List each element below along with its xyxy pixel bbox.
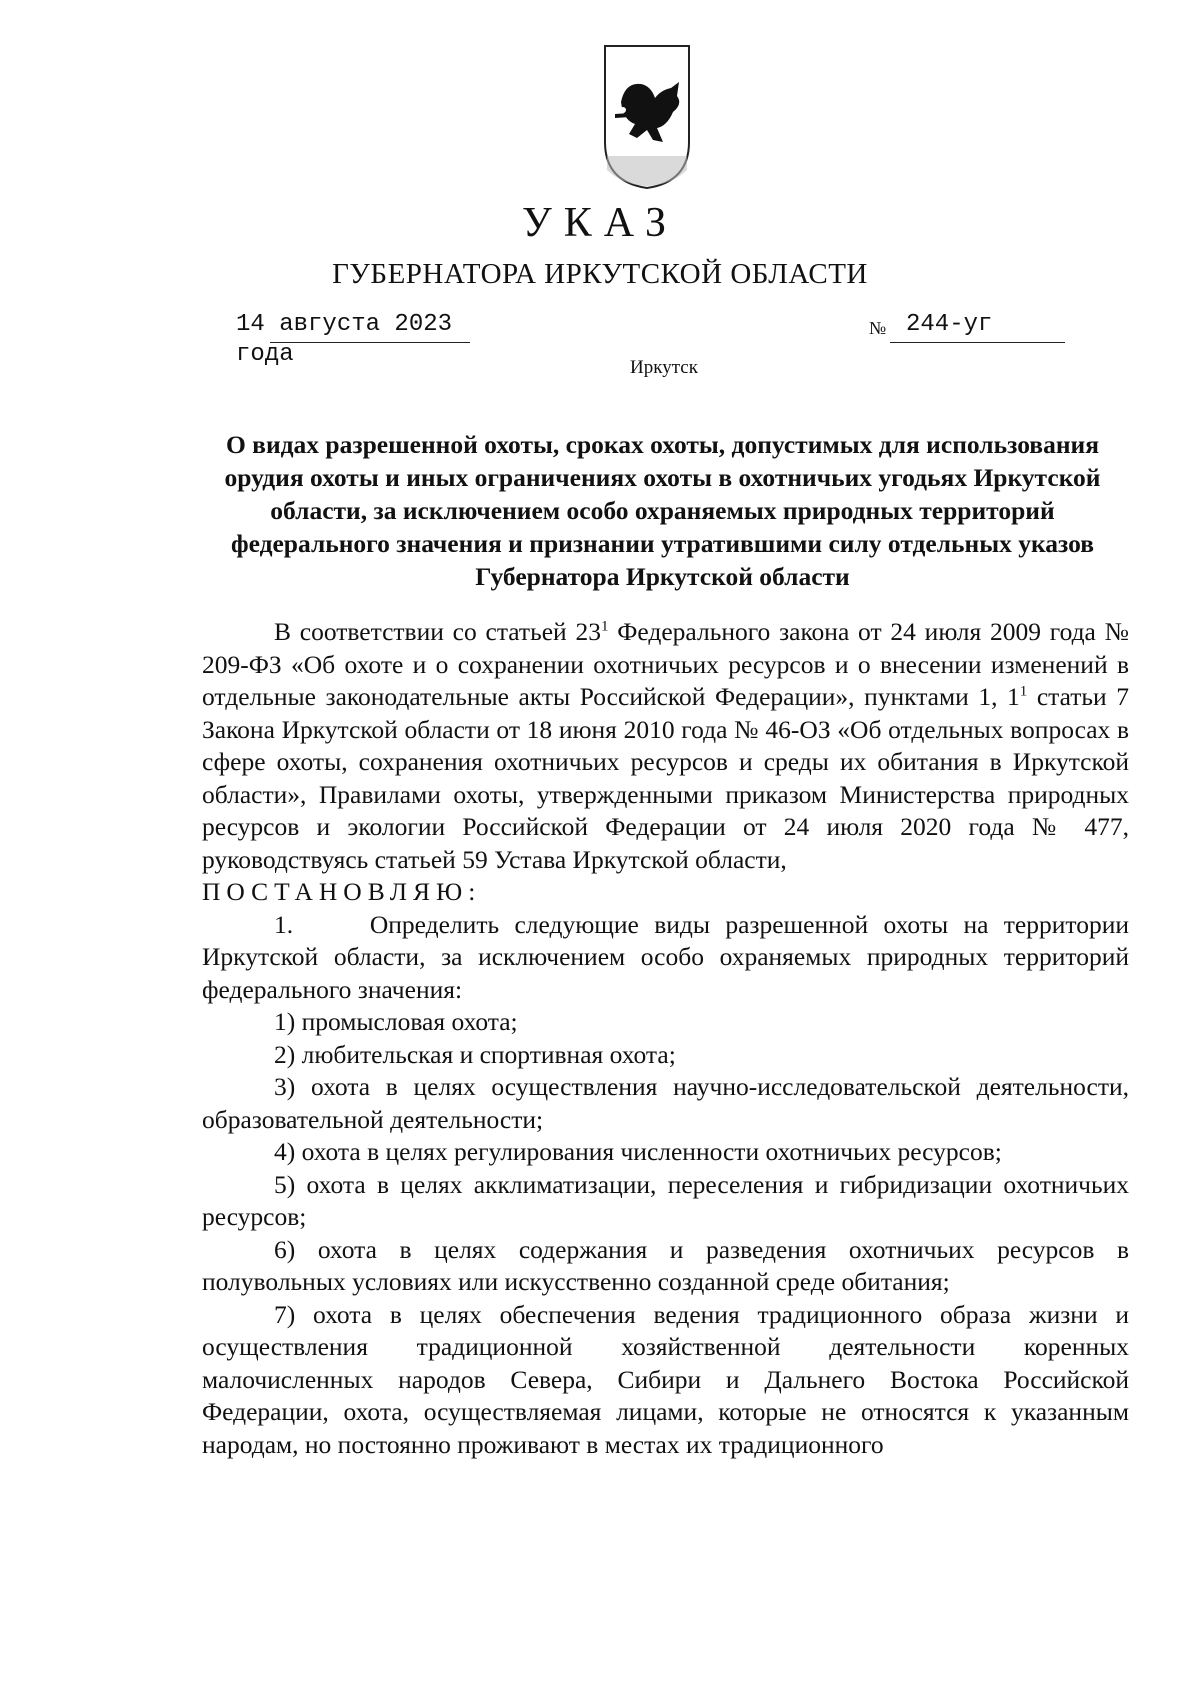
number-underline <box>890 342 1065 343</box>
number-sign: № <box>869 318 887 338</box>
document-body <box>202 616 1129 1461</box>
document-title: О видах разрешенной охоты, сроках охоты, допустимых для использования орудия охоты и иных ограничениях охоты в охотничьих угодьях Иркутской области, за исключением особо охраняемых природных территорий федерального значения и признании утратившими силу отдельных указов Губернатора Иркутской области <box>224 430 1101 591</box>
clause-1-item-4: 4) охота в целях регулирования численности охотничьих ресурсов; <box>274 1137 1002 1166</box>
clause-1-item-2: 2) любительская и спортивная охота; <box>274 1039 676 1069</box>
document-date: 14 августа 2023 года <box>236 311 453 368</box>
clause-1-item-5: 5) охота в целях акклиматизации, переселения и гибридизации охотничьих ресурсов; <box>202 1169 1129 1231</box>
date-underline <box>270 342 470 343</box>
clause-1-item-3: 3) охота в целях осуществления научно-исследовательской деятельности, образовательной деятельности; <box>202 1072 1129 1134</box>
preamble-paragraph: В соответствии со статьей $23^1$ Федерального закона от 24 июля 2009 года № 209-ФЗ «Об охоте и о сохранении охотничьих ресурсов и о внесении изменений в отдельные законодательные акты Российской Федерации», пунктами 1, $1^1$ статьи 7 Закона Иркутской области от 18 июня 2010 года № 46-ОЗ «Об отдельных вопросах в сфере охоты, сохранения охотничьих ресурсов и среды их обитания в Иркутской области», Правилами охоты, утвержденными приказом Министерства природных ресурсов и экологии Российской Федерации от 24 июля 2020 года № 477, руководствуясь статьей 59 Устава Иркутской области, <box>202 617 1129 874</box>
clause-1-item-7: 7) охота в целях обеспечения ведения традиционного образа жизни и осуществления традиционной хозяйственной деятельности коренных малочисленных народов Севера, Сибири и Дальнего Востока Российской Федерации, охота, осуществляемая лицами, которые не относятся к указанным народам, но постоянно проживают в местах их традиционного <box>202 1299 1129 1459</box>
decree-word: ПОСТАНОВЛЯЮ: <box>202 877 482 906</box>
document-issuer: ГУБЕРНАТОРА ИРКУТСКОЙ ОБЛАСТИ <box>332 258 868 290</box>
irkutsk-coat-of-arms-icon <box>601 42 693 192</box>
clause-1: 1. Определить следующие виды разрешенной охоты на территории Иркутской области, за исключением особо охраняемых природных территорий федерального значения: <box>202 909 1129 1004</box>
clause-1-item-1: 1) промысловая охота; <box>274 1007 518 1036</box>
document-number: 244-уг <box>906 311 993 338</box>
document-city: Иркутск <box>630 357 698 378</box>
document-type: УКАЗ <box>521 200 679 246</box>
clause-1-item-6: 6) охота в целях содержания и разведения охотничьих ресурсов в полувольных условиях или искусственно созданной среде обитания; <box>202 1234 1129 1296</box>
